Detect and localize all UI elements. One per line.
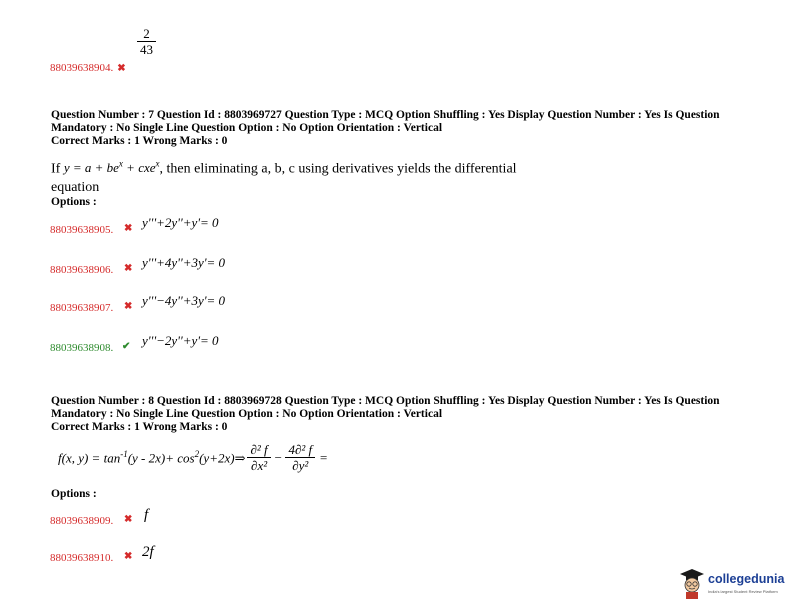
prev-option-fraction bbox=[137, 26, 156, 57]
q7-option-2[interactable] bbox=[50, 255, 350, 279]
q8-header-line2: Mandatory : No Single Line Question Option : No Option Orientation : Vertical bbox=[51, 408, 443, 420]
wrong-mark-icon: ✖ bbox=[124, 263, 133, 274]
fraction-numerator: 2 bbox=[143, 26, 150, 41]
option-formula: f bbox=[144, 507, 149, 523]
option-id: 88039638908. bbox=[50, 342, 114, 354]
option-id: 88039638904. bbox=[50, 62, 114, 74]
collegedunia-logo bbox=[678, 566, 786, 602]
fraction-2: $\frac{\text{4∂² f}}{\text{∂y²}}$ bbox=[285, 442, 315, 473]
option-formula: y'''+2y''+y'= 0 bbox=[142, 215, 219, 230]
q7-marks: Correct Marks : 1 Wrong Marks : 0 bbox=[51, 135, 228, 147]
q7-option-3[interactable] bbox=[50, 293, 350, 317]
q8-question-formula: f(x, $y) = \tan^{-1}(y - 2x)+$ $\cos^2(y+2x)\Rightarrow$ $\frac{\text{∂² f}}{\text{∂x²}}$ − $\frac{\text{4∂² f}}{\text{∂y²}}$ = bbox=[58, 442, 328, 473]
fraction-denominator: 43 bbox=[140, 42, 153, 57]
option-id: 88039638905. bbox=[50, 224, 114, 236]
option-id: 88039638906. bbox=[50, 264, 114, 276]
student-mascot-icon bbox=[678, 566, 706, 600]
q7-formula: $y = a + be^x + cxe^x$ bbox=[63, 159, 160, 176]
q7-header bbox=[51, 109, 771, 148]
q7-options-label: Options : bbox=[51, 196, 97, 208]
q7-header-line2: Mandatory : No Single Line Question Option : No Option Orientation : Vertical bbox=[51, 122, 443, 134]
option-id: 88039638910. bbox=[50, 552, 114, 564]
wrong-mark-icon: ✖ bbox=[124, 301, 133, 312]
q8-header bbox=[51, 395, 771, 434]
option-id: 88039638907. bbox=[50, 302, 114, 314]
logo-name: collegedunia bbox=[708, 572, 785, 586]
option-formula: 2f bbox=[142, 544, 154, 560]
q7-question-text-line2: equation bbox=[51, 180, 100, 196]
q7-option-1[interactable] bbox=[50, 215, 350, 239]
q7-header-line1: Question Number : 7 Question Id : 8803969727 Question Type : MCQ Option Shuffling : Yes Display Question Number : Yes Is Question bbox=[51, 109, 720, 121]
wrong-mark-icon: ✖ bbox=[124, 514, 133, 525]
logo-tagline: India's largest Student Review Platform bbox=[708, 589, 778, 594]
option-formula: y'''+4y''+3y'= 0 bbox=[142, 255, 226, 270]
prev-option-row[interactable] bbox=[50, 58, 126, 76]
option-formula: y'''−4y''+3y'= 0 bbox=[142, 293, 226, 308]
q8-option-1[interactable] bbox=[50, 507, 350, 531]
q8-option-2[interactable] bbox=[50, 544, 350, 568]
option-formula: y'''−2y''+y'= 0 bbox=[142, 333, 219, 348]
check-mark-icon: ✔ bbox=[122, 341, 131, 352]
wrong-mark-icon: ✖ bbox=[124, 223, 133, 234]
q7-option-4[interactable] bbox=[50, 333, 350, 357]
q8-header-line1: Question Number : 8 Question Id : 8803969728 Question Type : MCQ Option Shuffling : Yes Display Question Number : Yes Is Question bbox=[51, 395, 720, 407]
wrong-mark-icon: ✖ bbox=[117, 63, 126, 74]
wrong-mark-icon: ✖ bbox=[124, 551, 133, 562]
option-id: 88039638909. bbox=[50, 515, 114, 527]
q8-options-label: Options : bbox=[51, 488, 97, 500]
fraction-1: $\frac{\text{∂² f}}{\text{∂x²}}$ bbox=[247, 442, 270, 473]
q7-question-text: If $y = a + be^x + cxe^x$, then eliminating a, b, c using derivatives yields the differential equation bbox=[51, 155, 751, 197]
q8-marks: Correct Marks : 1 Wrong Marks : 0 bbox=[51, 421, 228, 433]
